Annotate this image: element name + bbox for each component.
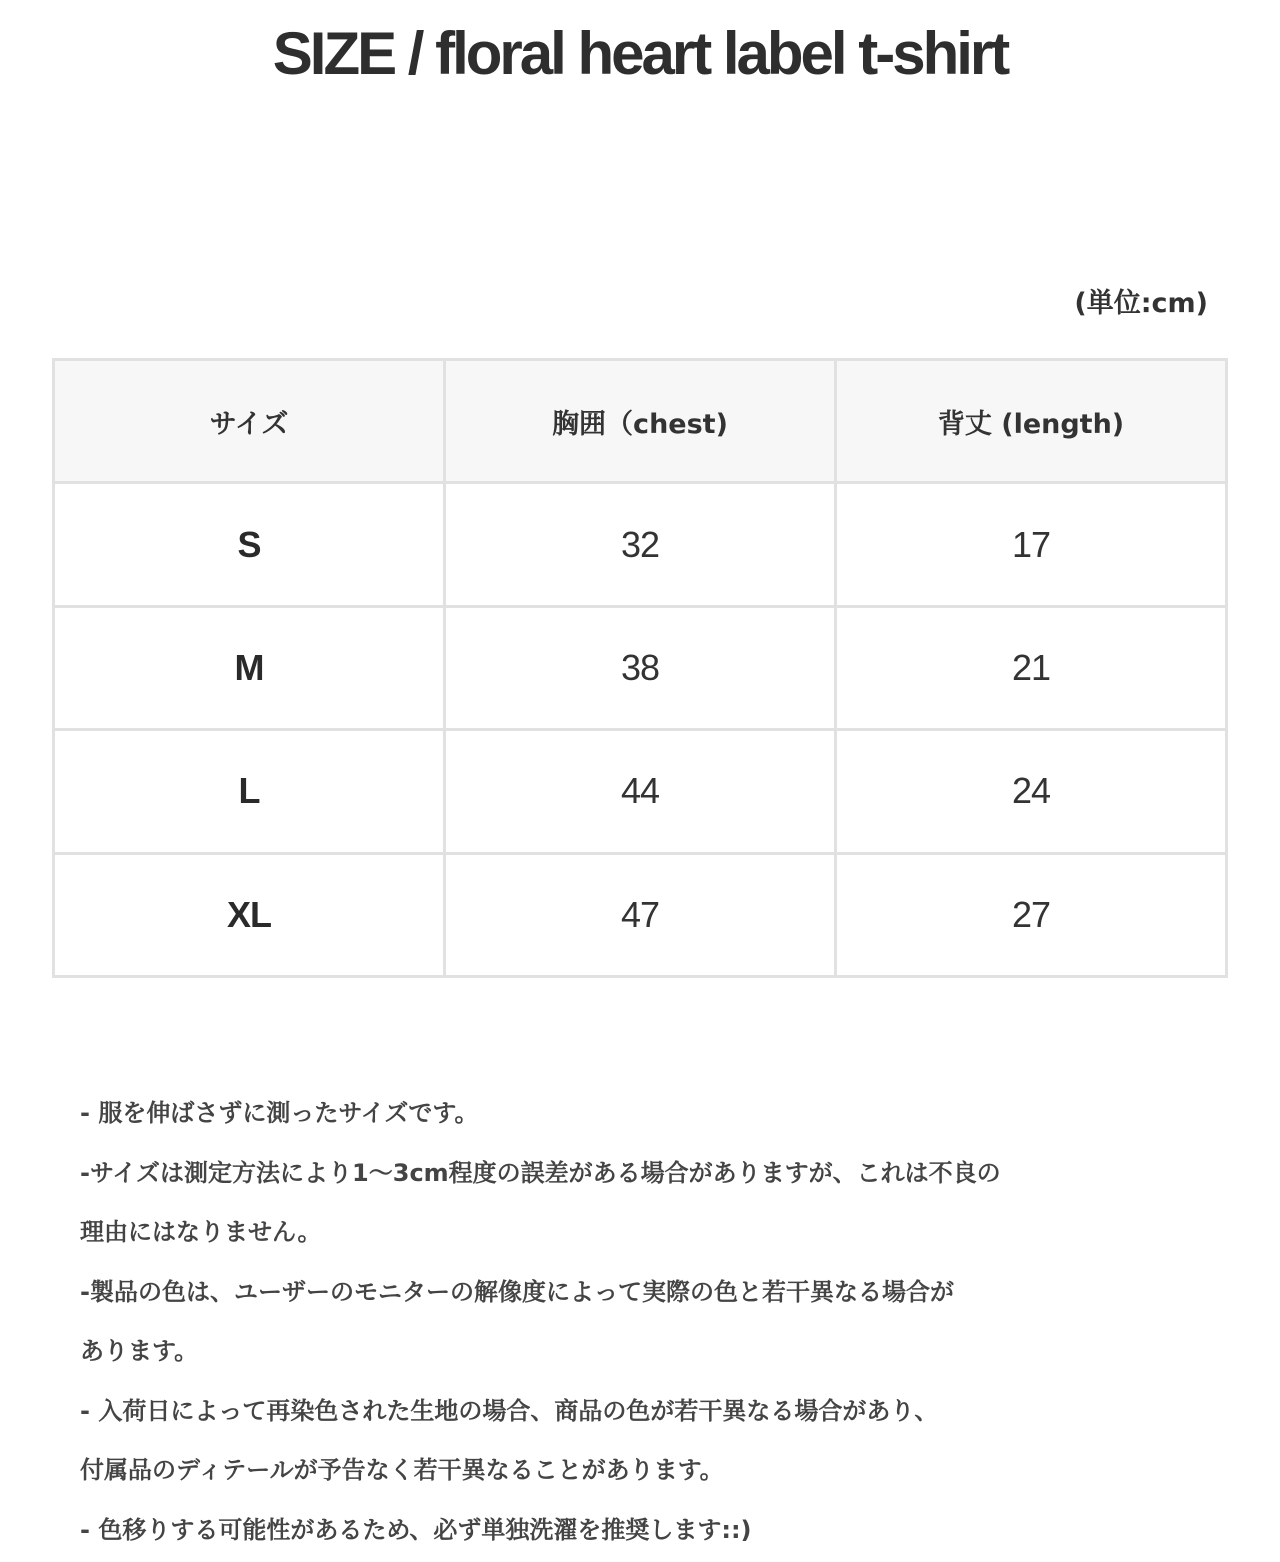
header-size: サイズ <box>54 360 445 483</box>
table-row <box>54 606 1227 729</box>
header-length: 背丈 (length) <box>836 360 1227 483</box>
chest-cell: 44 <box>445 730 836 853</box>
length-cell: 21 <box>836 606 1227 729</box>
note-line: 理由にはなりません。 <box>80 1218 322 1246</box>
note-line: - 服を伸ばさずに測ったサイズです。 <box>80 1099 479 1127</box>
note-line: 付属品のディテールが予告なく若干異なることがあります。 <box>80 1456 724 1484</box>
note-line: - 色移りする可能性があるため、必ず単独洗濯を推奨します::) <box>80 1515 752 1544</box>
chest-cell: 38 <box>445 606 836 729</box>
length-cell: 27 <box>836 853 1227 976</box>
chest-cell: 47 <box>445 853 836 976</box>
unit-label: (単位:cm) <box>1074 288 1208 319</box>
table-header-row <box>54 360 1227 483</box>
length-cell: 24 <box>836 730 1227 853</box>
note-line: -製品の色は、ユーザーのモニターの解像度によって実際の色と若干異なる場合が <box>80 1277 954 1306</box>
size-cell: M <box>54 606 445 729</box>
length-cell: 17 <box>836 483 1227 606</box>
header-chest: 胸囲（chest) <box>445 360 836 483</box>
size-cell: L <box>54 730 445 853</box>
table-row <box>54 853 1227 976</box>
table-row <box>54 730 1227 853</box>
notes-list <box>80 1084 1190 1560</box>
note-line: あります。 <box>80 1337 199 1365</box>
size-cell: XL <box>54 853 445 976</box>
size-table <box>52 358 1228 978</box>
page-title: SIZE / floral heart label t-shirt <box>272 20 1008 87</box>
note-line: -サイズは測定方法により1～3cm程度の誤差がある場合がありますが、これは不良の <box>80 1158 1001 1187</box>
size-cell: S <box>54 483 445 606</box>
chest-cell: 32 <box>445 483 836 606</box>
table-row <box>54 483 1227 606</box>
note-line: - 入荷日によって再染色された生地の場合、商品の色が若干異なる場合があり、 <box>80 1396 939 1425</box>
